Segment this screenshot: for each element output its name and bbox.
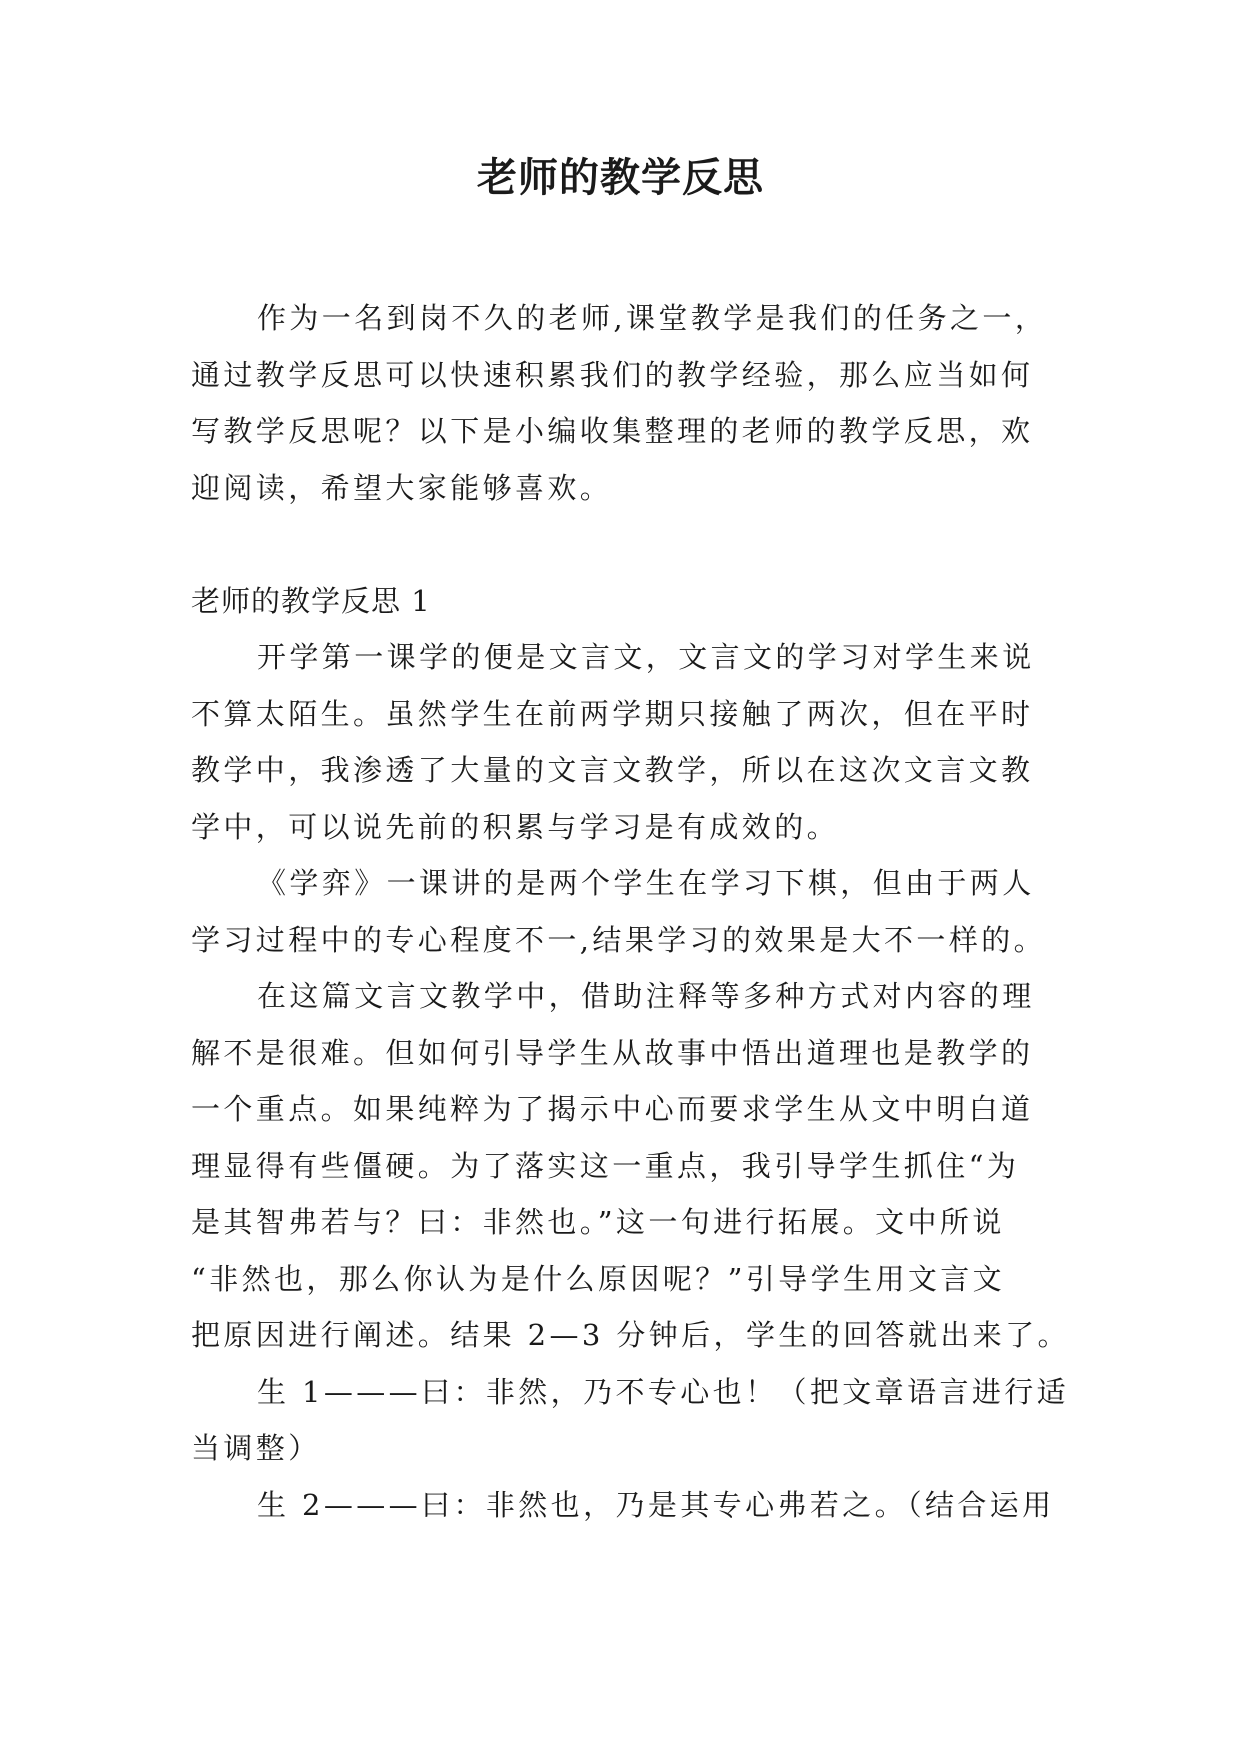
text-line: 解不是很难。但如何引导学生从故事中悟出道理也是教学的 xyxy=(191,1035,1034,1070)
text-line: 一个重点。如果纯粹为了揭示中心而要求学生从文中明白道 xyxy=(191,1092,1034,1126)
document-body xyxy=(191,290,1070,1533)
text-line: 通过教学反思可以快速积累我们的教学经验，那么应当如何 xyxy=(191,357,1034,392)
text-line: 理显得有些僵硬。为了落实这一重点，我引导学生抓住“为 xyxy=(191,1148,1020,1183)
paragraph-gap xyxy=(191,516,1063,573)
paragraph xyxy=(191,629,1063,855)
text-line: 教学中，我渗透了大量的文言文教学，所以在这次文言文教 xyxy=(191,753,1034,787)
paragraph xyxy=(191,1477,1063,1534)
text-line: 迎阅读，希望大家能够喜欢。 xyxy=(191,470,613,505)
text-line: 学中，可以说先前的积累与学习是有成效的。 xyxy=(191,809,840,844)
text-line: 生 1———曰：非然，乃不专心也！（把文章语言进行适 xyxy=(257,1374,1070,1409)
text-line: 把原因进行阐述。结果 2—3 分钟后，学生的回答就出来了。 xyxy=(191,1318,1070,1352)
text-line: 《学弈》一课讲的是两个学生在学习下棋，但由于两人 xyxy=(257,866,1035,900)
text-line: 在这篇文言文教学中，借助注释等多种方式对内容的理 xyxy=(257,979,1035,1013)
text-line: 当调整） xyxy=(191,1431,321,1465)
text-line: 是其智弗若与？曰：非然也。”这一句进行拓展。文中所说 xyxy=(191,1205,1005,1239)
text-line: 开学第一课学的便是文言文，文言文的学习对学生来说 xyxy=(257,640,1035,674)
paragraph xyxy=(191,968,1070,1364)
paragraph xyxy=(191,1364,1070,1477)
document-title: 老师的教学反思 xyxy=(477,155,764,201)
text-line: 生 2———曰：非然也，乃是其专心弗若之。（结合运用 xyxy=(257,1487,1055,1522)
text-line: 写教学反思呢？以下是小编收集整理的老师的教学反思，欢 xyxy=(191,414,1034,448)
paragraph xyxy=(191,855,1063,968)
intro-paragraph xyxy=(191,290,1063,516)
section-heading: 老师的教学反思 1 xyxy=(191,583,431,618)
text-line: 不算太陌生。虽然学生在前两学期只接触了两次，但在平时 xyxy=(191,696,1034,731)
text-line: “非然也，那么你认为是什么原因呢？”引导学生用文言文 xyxy=(191,1261,1006,1296)
text-line: 作为一名到岗不久的老师,课堂教学是我们的任务之一， xyxy=(257,301,1048,335)
text-line: 学习过程中的专心程度不一,结果学习的效果是大不一样的。 xyxy=(191,922,1047,957)
